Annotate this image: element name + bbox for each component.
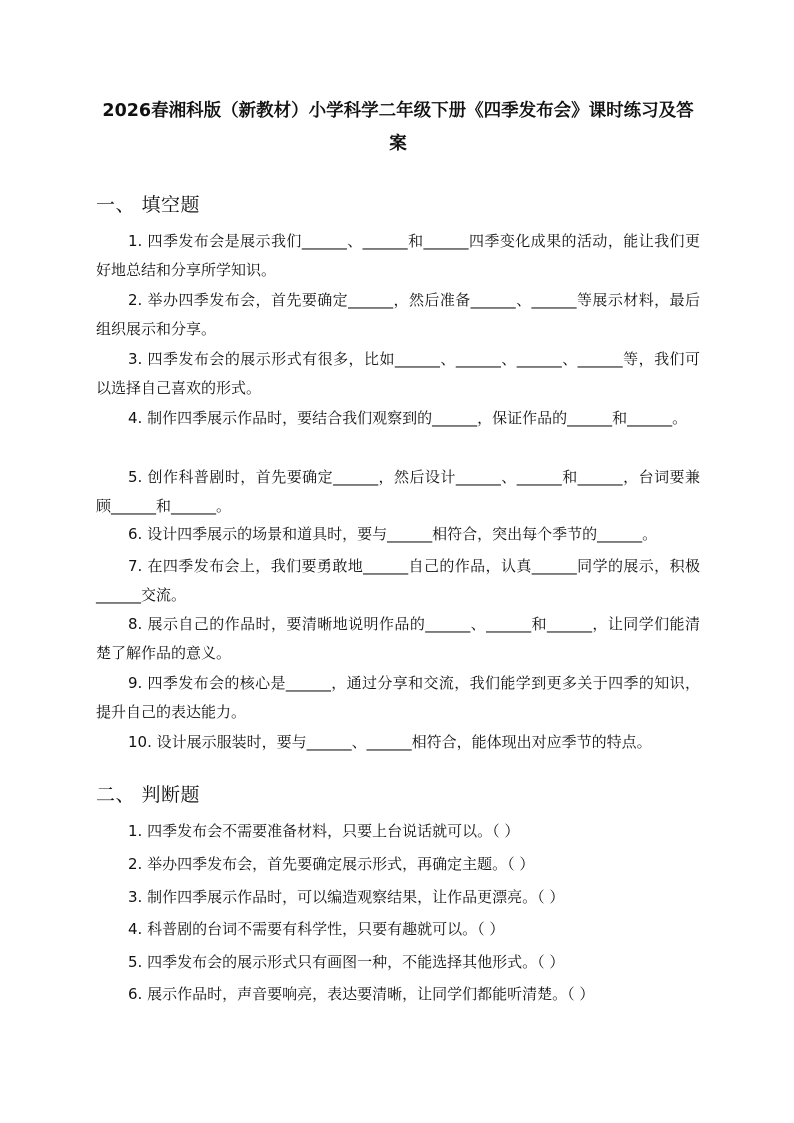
fill-blank-question-5: 5. 创作科普剧时，首先要确定______，然后设计______、______和______，台词要兼顾______和______。: [96, 468, 700, 515]
true-false-question-4: 4. 科普剧的台词不需要有科学性，只要有趣就可以。（ ）: [128, 920, 505, 938]
section-heading-true-false: 二、 判断题: [96, 784, 201, 806]
fill-blank-question-9: 9. 四季发布会的核心是______，通过分享和交流，我们能学到更多关于四季的知识，提升自己的表达能力。: [96, 674, 700, 721]
section-heading-fill-blank: 一、 填空题: [96, 194, 201, 216]
document-title: 2026春湘科版（新教材）小学科学二年级下册《四季发布会》课时练习及答案: [102, 101, 694, 154]
true-false-question-6: 6. 展示作品时，声音要响亮，表达要清晰，让同学们都能听清楚。（ ）: [128, 985, 595, 1003]
fill-blank-question-7: 7. 在四季发布会上，我们要勇敢地______自己的作品，认真______同学的展示，积极______交流。: [96, 557, 700, 604]
fill-blank-question-8: 8. 展示自己的作品时，要清晰地说明作品的______、______和______，让同学们能清楚了解作品的意义。: [96, 615, 700, 662]
fill-blank-question-4: 4. 制作四季展示作品时，要结合我们观察到的______，保证作品的______和______。: [128, 409, 688, 427]
fill-blank-question-2: 2. 举办四季发布会，首先要确定______，然后准备______、______等展示材料，最后组织展示和分享。: [96, 291, 700, 338]
fill-blank-question-10: 10. 设计展示服装时，要与______、______相符合，能体现出对应季节的特点。: [128, 733, 652, 751]
true-false-question-2: 2. 举办四季发布会，首先要确定展示形式，再确定主题。（ ）: [128, 855, 535, 873]
fill-blank-question-3: 3. 四季发布会的展示形式有很多，比如______、______、______、______等，我们可以选择自己喜欢的形式。: [96, 350, 700, 397]
true-false-question-5: 5. 四季发布会的展示形式只有画图一种，不能选择其他形式。（ ）: [128, 953, 565, 971]
true-false-question-3: 3. 制作四季展示作品时，可以编造观察结果，让作品更漂亮。（ ）: [128, 888, 565, 906]
true-false-question-1: 1. 四季发布会不需要准备材料，只要上台说话就可以。（ ）: [128, 822, 520, 840]
fill-blank-question-6: 6. 设计四季展示的场景和道具时，要与______相符合，突出每个季节的______。: [128, 525, 658, 543]
fill-blank-question-1: 1. 四季发布会是展示我们______、______和______四季变化成果的活动，能让我们更好地总结和分享所学知识。: [96, 232, 700, 279]
